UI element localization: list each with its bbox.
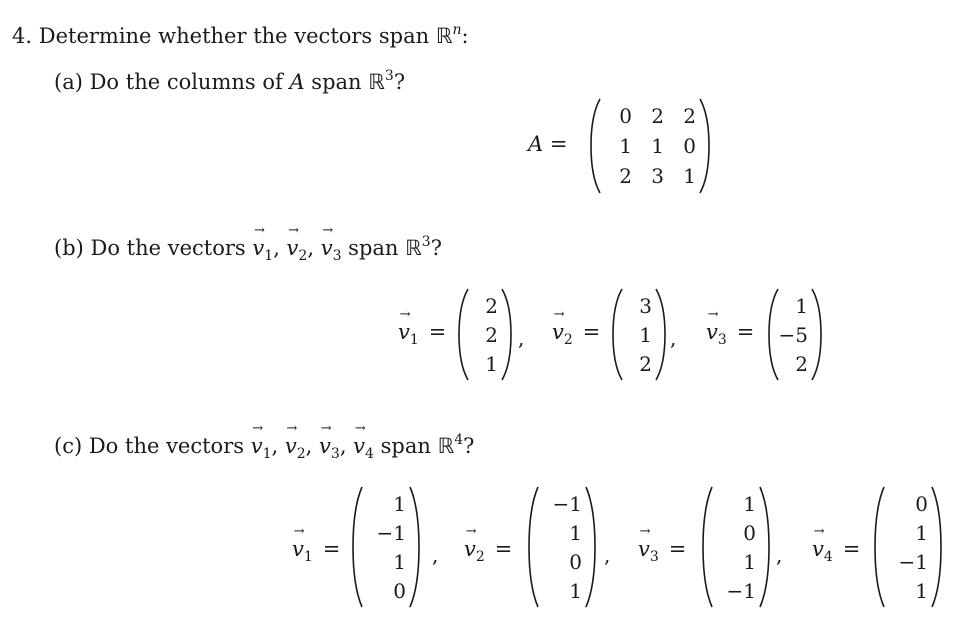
part-c-vector-subscript: 4 [365, 446, 374, 462]
part-b-column-vector [768, 288, 822, 381]
part-c-vector-subscript: 1 [262, 446, 272, 462]
space-exponent: n [452, 22, 462, 38]
part-c-vector-symbol: → v [638, 537, 650, 561]
part-a-question-end: ? [393, 70, 406, 94]
part-c-comma: , [776, 543, 783, 567]
part-a-question [54, 70, 405, 94]
part-c-vector-right-paren [408, 486, 420, 608]
part-a-question-pre: Do the columns of [89, 70, 290, 94]
equals-sign: = [549, 132, 568, 156]
part-c-vector-entry: 1 [393, 491, 406, 516]
matrix-a-entry: 2 [683, 104, 696, 128]
part-c-vector-symbol: → v [285, 434, 297, 458]
part-c-vector-entry: 1 [569, 520, 582, 545]
part-c-column-vector [528, 486, 596, 608]
part-c-column-vector [702, 486, 770, 608]
part-b-question-mid: span [341, 236, 406, 260]
part-c-vector-symbol: → v [251, 434, 263, 458]
part-c-vector-label [812, 537, 861, 565]
part-c-vector-subscript: 3 [330, 446, 340, 462]
part-b-vector-entry: 2 [795, 351, 808, 376]
part-c-vector-symbol: → v [353, 434, 365, 458]
part-b-vector-right-paren [654, 288, 666, 381]
part-c-vector-entry: 0 [743, 520, 756, 545]
part-c-comma: , [432, 543, 439, 567]
part-b-vector-right-paren [810, 288, 822, 381]
part-c-vector-entry: 1 [915, 520, 928, 545]
part-c-question-mid: span [373, 434, 438, 458]
part-b-vector-subscript: 1 [264, 248, 274, 264]
part-c-vector-entry: 1 [393, 549, 406, 574]
part-b-vector-entry: 1 [639, 322, 652, 347]
part-b-vector-entry: 1 [485, 351, 498, 376]
part-b-vector-entry: 2 [639, 351, 652, 376]
part-c-vector-entry: 1 [743, 549, 756, 574]
part-c-space: ℝ [437, 434, 455, 458]
part-c-vector-entry: 1 [569, 578, 582, 603]
real-space-symbol: ℝ [435, 24, 453, 48]
part-b-space-exp: 3 [421, 234, 431, 250]
part-b-vector-symbol: → v [287, 236, 299, 260]
part-b-column-vector [612, 288, 666, 381]
part-c-separator: , [305, 434, 320, 458]
matrix-a-entry: 2 [619, 164, 632, 188]
part-b-vector-symbol: → v [398, 320, 410, 344]
part-c-question-end: ? [463, 434, 475, 458]
part-b-vector-right-paren [500, 288, 512, 381]
part-b-separator: , [307, 236, 321, 260]
part-a-label: (a) [54, 70, 83, 94]
matrix-a-entry: 0 [619, 104, 632, 128]
part-c-vector-entry: 0 [393, 578, 406, 603]
part-b-vector-entry: 3 [639, 293, 652, 318]
part-a-space-exp: 3 [384, 68, 394, 84]
part-c-comma: , [604, 543, 611, 567]
part-c-equals-sign: = [842, 537, 861, 561]
part-c-vector-subscript: 4 [823, 549, 833, 565]
part-b-vector-symbol: → v [552, 320, 564, 344]
part-c-vector-subscript: 3 [649, 549, 659, 565]
part-b-equals-sign: = [736, 320, 755, 344]
part-c-question-pre: Do the vectors [88, 434, 251, 458]
matrix-a-name: A [528, 132, 544, 156]
part-b-vector-symbol: → v [321, 236, 333, 260]
part-c-vector-subscript: 1 [303, 549, 313, 565]
part-b-separator: , [273, 236, 287, 260]
part-b-vector-entry: 1 [795, 293, 808, 318]
part-c-vector-entry: −1 [552, 491, 582, 516]
part-b-vector-entry: 2 [485, 322, 498, 347]
matrix-a-right-paren [698, 98, 710, 194]
problem-number: 4. [12, 24, 33, 48]
part-b-vector-label [706, 320, 755, 348]
matrix-a-entry: 1 [651, 134, 664, 158]
part-c-space-exp: 4 [454, 432, 464, 448]
part-b-vector-label [398, 320, 447, 348]
part-b-vector-subscript: 2 [298, 248, 308, 264]
matrix-a-entry: 1 [619, 134, 632, 158]
part-c-vector-entry: 1 [743, 491, 756, 516]
part-c-vector-entry: −1 [726, 578, 756, 603]
part-b-vector-entry: −5 [778, 322, 808, 347]
part-c-label: (c) [54, 434, 83, 458]
part-a-space: ℝ [368, 70, 385, 94]
part-c-vector-subscript: 2 [475, 549, 485, 565]
part-c-column-vector [874, 486, 942, 608]
part-b-vector-subscript: 2 [563, 332, 573, 348]
part-c-vector-label [292, 537, 341, 565]
part-a-matrix-name: A [289, 70, 305, 94]
part-b-comma: , [670, 326, 677, 350]
matrix-a-entry: 0 [683, 134, 696, 158]
part-b-space: ℝ [405, 236, 422, 260]
part-c-equals-sign: = [668, 537, 687, 561]
part-c-separator: , [271, 434, 285, 458]
part-c-vector-symbol: → v [292, 537, 304, 561]
part-c-vector-symbol: → v [464, 537, 476, 561]
part-b-question-pre: Do the vectors [90, 236, 253, 260]
part-c-vector-right-paren [930, 486, 942, 608]
part-b-equals-sign: = [582, 320, 601, 344]
matrix-a [590, 98, 710, 194]
part-b-label: (b) [54, 236, 84, 260]
part-c-vector-right-paren [584, 486, 596, 608]
part-b-vector-subscript: 1 [409, 332, 419, 348]
part-c-equals-sign: = [494, 537, 513, 561]
part-c-vector-entry: 1 [915, 578, 928, 603]
part-c-vector-right-paren [758, 486, 770, 608]
part-c-vector-label [464, 537, 513, 565]
problem-intro: Determine whether the vectors span [38, 24, 436, 48]
part-b-vector-subscript: 3 [717, 332, 727, 348]
part-c-vector-entry: −1 [898, 549, 928, 574]
part-c-vector-entry: 0 [915, 491, 928, 516]
colon: : [461, 24, 469, 48]
part-b-comma: , [518, 326, 525, 350]
part-c-separator: , [339, 434, 354, 458]
matrix-a-entry: 2 [651, 104, 664, 128]
matrix-a-entry: 3 [651, 164, 664, 188]
part-c-vector-list [250, 434, 374, 462]
part-c-vector-entry: 0 [569, 549, 582, 574]
problem-statement [12, 24, 469, 48]
matrix-a-entry: 1 [683, 164, 696, 188]
part-b-vector-label [552, 320, 601, 348]
part-b-question [54, 234, 442, 264]
part-c-column-vector [352, 486, 420, 608]
part-b-vector-entry: 2 [485, 293, 498, 318]
part-c-question [54, 432, 475, 462]
part-b-vector-list [252, 236, 342, 264]
part-b-column-vector [458, 288, 512, 381]
part-c-vector-entry: −1 [376, 520, 406, 545]
part-b-vector-symbol: → v [252, 236, 264, 260]
part-c-vector-symbol: → v [812, 537, 824, 561]
part-c-vector-symbol: → v [319, 434, 331, 458]
part-c-vector-label [638, 537, 687, 565]
part-b-vector-subscript: 3 [332, 248, 342, 264]
part-b-question-end: ? [430, 236, 442, 260]
part-b-vector-symbol: → v [706, 320, 718, 344]
part-a-matrix-label [528, 132, 567, 156]
part-c-vector-subscript: 2 [296, 446, 306, 462]
part-c-equals-sign: = [322, 537, 341, 561]
part-a-question-mid: span [304, 70, 369, 94]
part-b-equals-sign: = [428, 320, 447, 344]
